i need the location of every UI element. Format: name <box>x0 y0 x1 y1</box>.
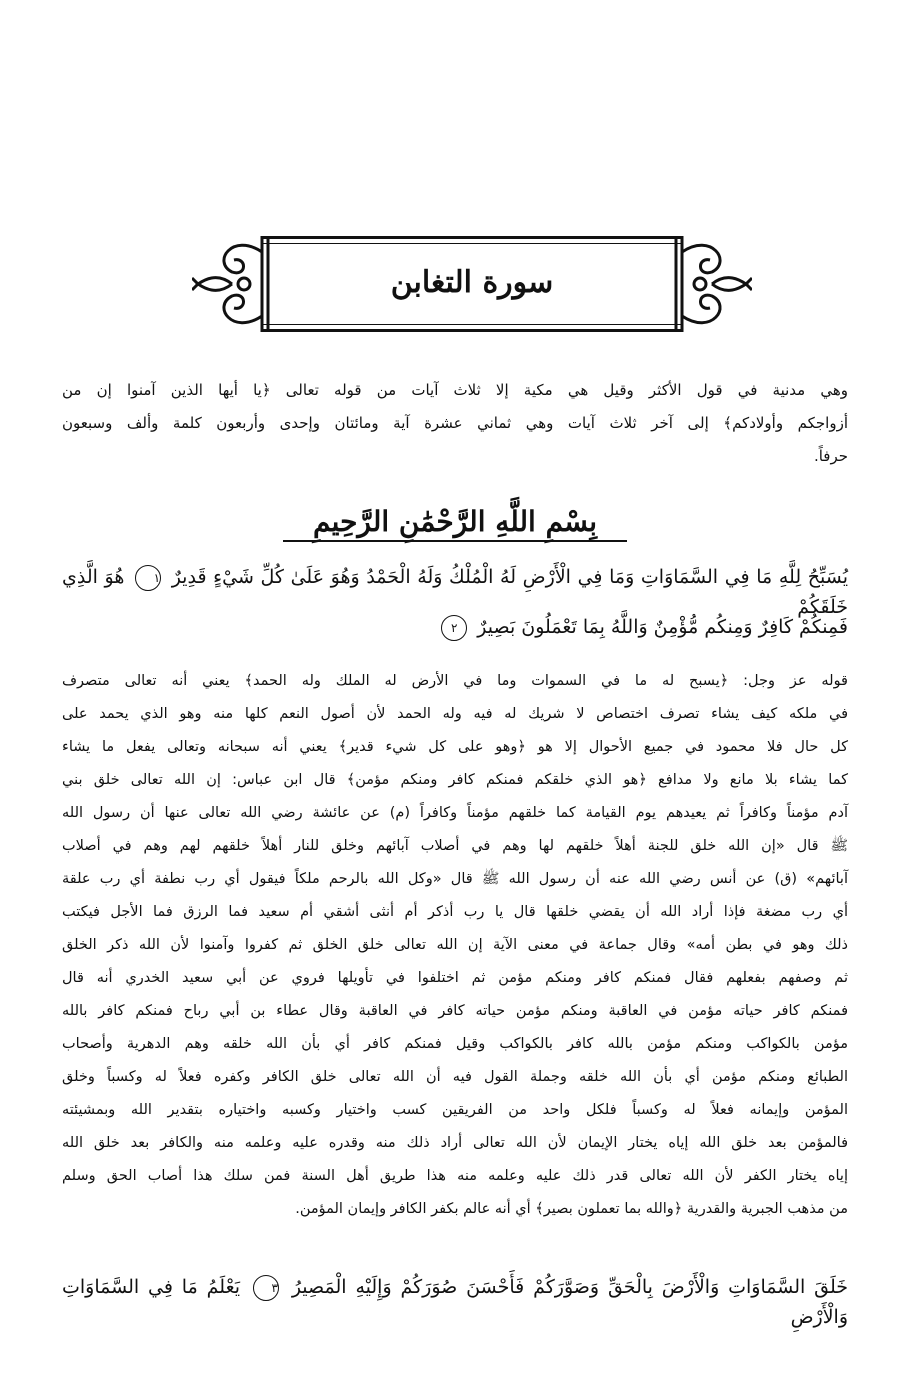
text-line: من مذهب الجبرية والقدرية ﴿والله بما تعملون بصير﴾ أي أنه عالم بكفر الكافر وإيمان المؤمن. <box>295 1201 848 1217</box>
basmala <box>62 505 848 538</box>
verse-text: يَعْلَمُ مَا فِي السَّمَاوَاتِ وَالْأَرْضِ <box>62 1276 848 1328</box>
text-line: قوله عز وجل: ﴿يسبح له ما في السموات وما في الأرض له الملك وله الحمد﴾ يعني أنه تعالى متصرف <box>62 673 848 689</box>
text-line: فالمؤمن بعد خلق الله إياه يختار الإيمان لأن الله تعالى أراد ذلك منه وقدره عليه وعلمه منه والكافر بعد خلق الله <box>62 1135 848 1151</box>
text-line: حرفاً. <box>813 447 848 465</box>
verse-number-marker: ٢ <box>441 615 467 641</box>
text-line: المؤمن وإيمانه فعلاً له وكسباً فلكل واحد من الفريقين كسب واختيار وكسبه واختياره بتقدير الله وبمشيئته <box>62 1102 848 1118</box>
quran-verse-line <box>62 1272 848 1332</box>
text-line: ﷺ قال «إن الله خلق للجنة أهلاً خلقهم لها وهم في أصلاب آبائهم وخلق للنار أهلاً خلقهم لهم وهم في أصلاب <box>62 838 848 854</box>
ornament-left-icon <box>192 232 272 336</box>
verse-text: هُوَ الَّذِي خَلَقَكُمْ <box>62 566 848 618</box>
text-line: ثم وصفهم بفعلهم فقال فمنكم كافر ومنكم مؤمن ثم اختلفوا في تأويلها فروي عن أبي سعيد الخدري أنه قال <box>62 970 848 986</box>
surah-title-frame <box>262 236 682 332</box>
verse-text: يُسَبِّحُ لِلَّهِ مَا فِي السَّمَاوَاتِ وَمَا فِي الْأَرْضِ لَهُ الْمُلْكُ وَلَهُ الْحَمْدُ وَهُوَ عَلَىٰ كُلِّ شَيْءٍ قَدِيرٌ <box>171 566 849 588</box>
text-line: أزواجكم وأولادكم﴾ إلى آخر ثلاث آيات وهي ثماني عشرة آية ومائتان وإحدى وأربعون كلمة وألف وسبعون <box>62 414 848 432</box>
surah-title: سورة التغابن <box>390 265 554 300</box>
text-line: مؤمن بالكواكب ومنكم مؤمن بالله كافر بالكواكب وقيل فمنكم كافر أي بأن الله خلقه وهم الدهرية وأصحاب <box>62 1036 848 1052</box>
text-line: فمنكم كافر حياته مؤمن في العاقبة ومنكم مؤمن حياته كافر في العاقبة وقال عطاء بن أبي رباح فمنكم كافر بالله <box>62 1003 848 1019</box>
text-line: ذلك وهو في بطن أمه» وقال جماعة في معنى الآية إن الله تعالى خلق الخلق ثم كفروا وآمنوا لأن الله ذكر الخلق <box>62 937 848 953</box>
text-line: كل حال فلا محمود في جميع الأحوال إلا هو ﴿وهو على كل شيء قدير﴾ يعني أنه سبحانه وتعالى يفعل ما يشاء <box>62 739 848 755</box>
text-line: آبائهم» (ق) عن أنس رضي الله عنه أن رسول الله ﷺ قال «وكل الله بالرحم ملكاً فيقول أي رب نطفة أي رب علقة <box>62 871 848 887</box>
verse-number-marker: ١ <box>135 565 161 591</box>
commentary-paragraph <box>62 665 848 1226</box>
text-line: في ملكه كيف يشاء تصرف اختصاص لا شريك له فيه وله الحمد لأن أصول النعم كلها منه وهو الذي يحمد على <box>62 706 848 722</box>
quran-verse-line <box>62 612 848 642</box>
verse-number-marker: ٣ <box>253 1275 279 1301</box>
basmala-text: بِسْمِ اللَّهِ الرَّحْمَٰنِ الرَّحِيمِ <box>283 505 627 542</box>
text-line: وهي مدنية في قول الأكثر وقيل هي مكية إلا ثلاث آيات من قوله تعالى ﴿يا أيها الذين آمنوا إن من <box>62 381 848 399</box>
text-line: إياه يختار الكفر لأن الله تعالى قدر ذلك عليه وعلمه منه هذا طريق أهل السنة فمن سلك هذا أصاب الحق وسلم <box>62 1168 848 1184</box>
verse-text: فَمِنكُمْ كَافِرٌ وَمِنكُم مُّؤْمِنٌ وَاللَّهُ بِمَا تَعْمَلُونَ بَصِيرٌ <box>477 616 848 638</box>
text-line: كما يشاء بلا مانع ولا مدافع ﴿هو الذي خلقكم فمنكم كافر ومنكم مؤمن﴾ قال ابن عباس: إن الله تعالى خلق بني <box>62 772 848 788</box>
ornament-right-icon <box>672 232 752 336</box>
text-line: الطبائع ومنكم مؤمن أي بأن الله خلقه وجملة القول فيه أن الله تعالى خلق الكافر وكفره فعلاً له وكسباً وخلق <box>62 1069 848 1085</box>
text-line: آدم مؤمناً وكافراً ثم يعيدهم يوم القيامة كما خلقهم مؤمناً وكافراً (م) عن عائشة رضي الله تعالى عنها أن رسول الله <box>62 805 848 821</box>
verse-text: خَلَقَ السَّمَاوَاتِ وَالْأَرْضَ بِالْحَقِّ وَصَوَّرَكُمْ فَأَحْسَنَ صُوَرَكُمْ وَإِلَيْهِ الْمَصِيرُ <box>291 1276 849 1298</box>
text-line: أي رب مضغة فإذا أراد الله أن يقضي خلقها قال يا رب أذكر أم أنثى أشقي أم سعيد فما الرزق فما الأجل فيكتب <box>62 904 848 920</box>
intro-paragraph <box>62 374 848 473</box>
